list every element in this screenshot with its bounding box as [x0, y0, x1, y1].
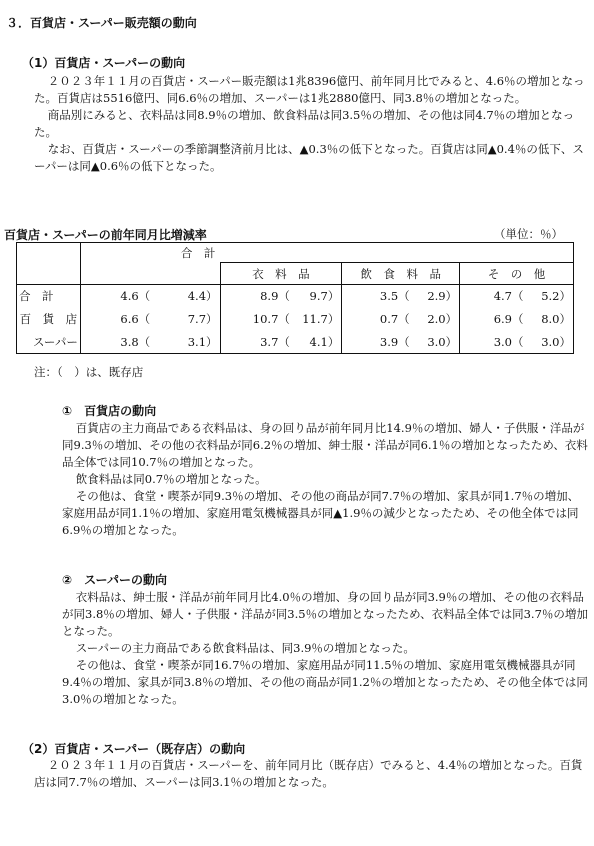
paragraph: その他は、食堂・喫茶が同16.7％の増加、家庭用品が同11.5％の増加、家庭用電気機械器具が同9.4％の増加、家具が同3.8％の増加、その他の商品が同1.2％の増加となったため、その他全体では同3.0％の増加となった。	[62, 658, 588, 706]
paragraph: 商品別にみると、衣料品は同8.9％の増加、飲食料品は同3.5％の増加、その他は同4.7％の増加となった。	[34, 108, 575, 139]
value-cell-existing: 8.0）	[525, 308, 573, 331]
subsection-2-body	[34, 757, 586, 791]
value-cell: 3.5（	[379, 289, 410, 304]
header-spacer	[80, 263, 220, 285]
value-cell-existing: 2.9）	[412, 285, 460, 308]
table-note: 注：（ ）は、既存店	[34, 365, 144, 379]
table-title: 百貨店・スーパーの前年同月比増減率	[4, 228, 207, 242]
section-title: ３．百貨店・スーパー販売額の動向	[6, 16, 197, 30]
paragraph: 飲食料品は同0.7％の増加となった。	[75, 472, 267, 486]
paragraph: スーパーの主力商品である飲食料品は、同3.9％の増加となった。	[75, 641, 415, 655]
header-col-clothing: 衣 料 品	[220, 263, 342, 285]
paragraph: ２０２３年１１月の百貨店・スーパー販売額は1兆8396億円、前年同月比でみると、4.6％の増加となった。百貨店は5516億円、同6.6％の増加、スーパーは1兆2880億円、同3.8％の増加となった。	[34, 74, 585, 105]
value-cell-existing: 5.2）	[525, 285, 573, 308]
header-total: 合 計	[80, 243, 573, 263]
table-corner-cell	[17, 243, 81, 285]
paragraph: 百貨店の主力商品である衣料品は、身の回り品が前年同月比14.9％の増加、婦人・子供服・洋品が同9.3％の増加、その他の衣料品が同6.2％の増加、紳士服・洋品が同6.1％の増加となったため、衣料品全体では同10.7％の増加となった。	[62, 421, 588, 469]
value-cell: 3.7（	[220, 331, 292, 354]
value-cell: 3.8（	[80, 331, 152, 354]
table-unit: （単位：％）	[494, 227, 563, 241]
value-cell: 0.7（	[379, 312, 410, 326]
subsection-a-title: ① 百貨店の動向	[62, 404, 157, 418]
paragraph: その他は、食堂・喫茶が同9.3％の増加、その他の商品が同7.7％の増加、家具が同1.7％の増加、家庭用品が同1.1％の増加、家庭用電気機械器具が同▲1.9％の減少となったため、その他全体では同6.9％の増加となった。	[62, 489, 580, 537]
subsection-2-title: （2）百貨店・スーパー（既存店）の動向	[22, 742, 246, 756]
table-row	[17, 285, 574, 308]
value-cell: 3.0（	[460, 331, 526, 354]
subsection-1-title: （1）百貨店・スーパーの動向	[22, 56, 186, 70]
value-cell-existing: 11.7）	[292, 308, 342, 331]
subsection-a-body	[62, 420, 588, 539]
value-cell-existing: 4.1）	[292, 331, 342, 354]
growth-rate-table	[16, 242, 574, 354]
value-cell-existing: 9.7）	[292, 285, 342, 308]
value-cell-existing: 4.4）	[152, 285, 220, 308]
value-cell: 6.6（	[120, 312, 151, 326]
value-cell: 6.9（	[493, 312, 524, 326]
paragraph: 衣料品は、紳士服・洋品が前年同月比4.0％の増加、身の回り品が同3.9％の増加、その他の衣料品が同3.8％の増加、婦人・子供服・洋品が同3.5％の増加となったため、衣料品全体では同3.7％の増加となった。	[62, 590, 588, 638]
value-cell: 3.9（	[342, 331, 412, 354]
value-cell-existing: 3.1）	[152, 331, 220, 354]
value-cell-existing: 2.0）	[412, 308, 460, 331]
value-cell: 4.6（	[120, 289, 151, 304]
value-cell-existing: 7.7）	[152, 308, 220, 331]
value-cell-existing: 3.0）	[525, 331, 573, 354]
header-col-food: 飲 食 料 品	[342, 263, 460, 285]
subsection-b-body	[62, 589, 588, 708]
header-col-other: そ の 他	[460, 263, 574, 285]
paragraph: ２０２３年１１月の百貨店・スーパーを、前年同月比（既存店）でみると、4.4％の増加となった。百貨店は同7.7％の増加、スーパーは同3.1％の増加となった。	[34, 758, 583, 789]
value-cell: 8.9（	[260, 289, 290, 304]
row-label: 合 計	[17, 285, 81, 308]
subsection-1-body	[34, 73, 586, 175]
value-cell: 4.7（	[493, 289, 524, 304]
subsection-b-title: ② スーパーの動向	[62, 573, 167, 587]
paragraph: なお、百貨店・スーパーの季節調整済前月比は、▲0.3％の低下となった。百貨店は同▲0.4％の低下、スーパーは同▲0.6％の低下となった。	[34, 142, 584, 173]
table-row	[17, 308, 574, 331]
row-label: スーパー	[17, 331, 81, 354]
row-label: 百 貨 店	[17, 308, 81, 331]
value-cell: 10.7（	[252, 312, 290, 326]
table-row	[17, 331, 574, 354]
value-cell-existing: 3.0）	[412, 331, 460, 354]
